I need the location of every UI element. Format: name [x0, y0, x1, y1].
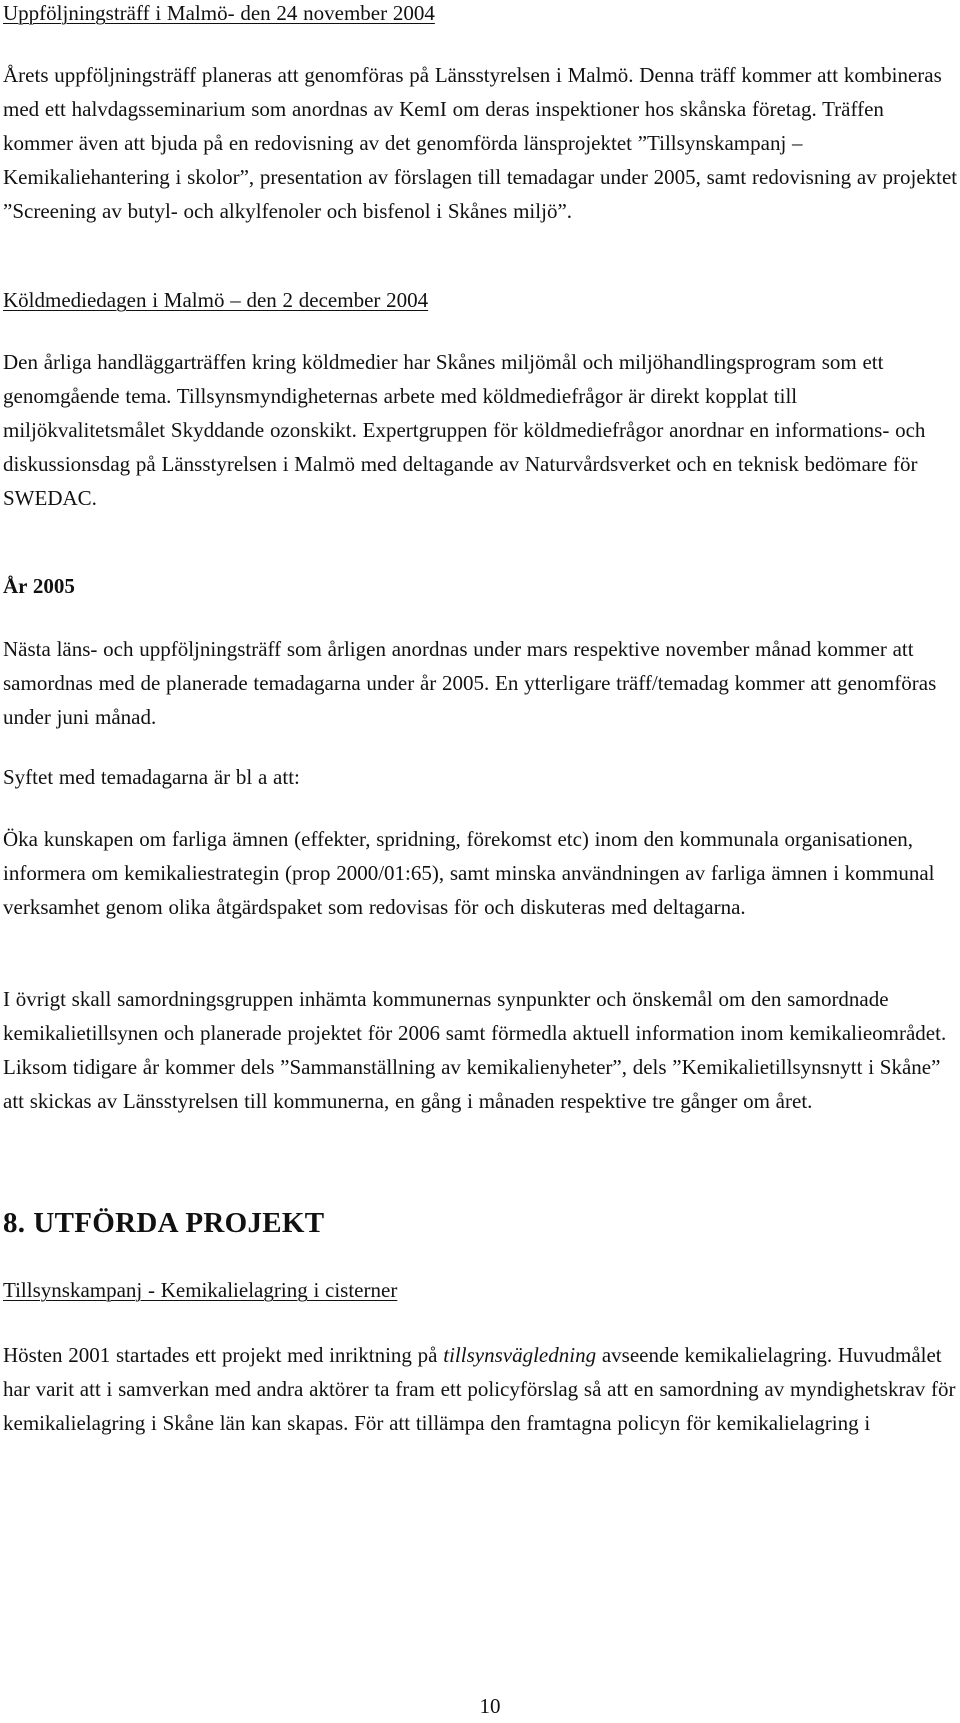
page-number: 10 [479, 1694, 501, 1718]
paragraph-syftet: Öka kunskapen om farliga ämnen (effekter, spridning, förekomst etc) inom den kommunala organisationen, informera om kemikaliestrategin (prop 2000/01:65), samt minska användningen av farliga ämnen i kommunal verksamhet genom olika åtgärdspaket som redovisas för och diskuteras med deltagarna. [3, 827, 935, 919]
emphasis-tillsynsvagledning: tillsynsvägledning [443, 1343, 597, 1367]
paragraph-tillsynskampanj-start: Hösten 2001 startades ett projekt med inriktning på [3, 1343, 444, 1367]
heading-ar-2005: År 2005 [3, 574, 75, 598]
chapter-heading: 8. UTFÖRDA PROJEKT [3, 1207, 325, 1239]
heading-syftet: Syftet med temadagarna är bl a att: [3, 765, 300, 789]
paragraph-tillsynskampanj-end: avseende kemikalielagring. Huvudmålet har varit att i samverkan med andra aktörer ta fram ett policyförslag så att en samordning av myndighetskrav för kemikalielagring i Skåne län kan skapas. För att tillämpa den framtagna policyn för kemikalielagring i [3, 1343, 956, 1435]
paragraph-uppfoljningstraff: Årets uppföljningsträff planeras att genomföras på Länsstyrelsen i Malmö. Denna träff kommer att kombineras med ett halvdagsseminarium som anordnas av KemI om deras inspektioner hos skånska företag. Träffen kommer även att bjuda på en redovisning av det genomförda länsprojektet ”Tillsynskampanj – Kemikaliehantering i skolor”, presentation av förslagen till temadagar under 2005, samt redovisning av projektet ”Screening av butyl- och alkylfenoler och bisfenol i Skånes miljö”. [3, 63, 958, 223]
paragraph-ovrigt: I övrigt skall samordningsgruppen inhämta kommunernas synpunkter och önskemål om den samordnade kemikalietillsynen och planerade projektet för 2006 samt förmedla aktuell information inom kemikalieområdet. Liksom tidigare år kommer dels ”Sammanställning av kemikalienyheter”, dels ”Kemikalietillsynsnytt i Skåne” att skickas av Länsstyrelsen till kommunerna, en gång i månaden respektive tre gånger om året. [3, 987, 947, 1113]
paragraph-ar-2005: Nästa läns- och uppföljningsträff som årligen anordnas under mars respektive november månad kommer att samordnas med de planerade temadagarna under år 2005. En ytterligare träff/temadag kommer att genomföras under juni månad. [3, 637, 937, 729]
paragraph-tillsynskampanj [3, 1338, 958, 1440]
heading-koldmediedagen: Köldmediedagen i Malmö – den 2 december 2004 [3, 288, 429, 312]
heading-tillsynskampanj: Tillsynskampanj - Kemikalielagring i cisterner [3, 1278, 398, 1302]
paragraph-koldmediedagen: Den årliga handläggarträffen kring köldmedier har Skånes miljömål och miljöhandlingsprogram som ett genomgående tema. Tillsynsmyndigheternas arbete med köldmediefrågor är direkt kopplat till miljökvalitetsmålet Skyddande ozonskikt. Expertgruppen för köldmediefrågor anordnar en informations- och diskussionsdag på Länsstyrelsen i Malmö med deltagande av Naturvårdsverket och en teknisk bedömare för SWEDAC. [3, 350, 926, 510]
heading-uppfoljningstraff: Uppföljningsträff i Malmö- den 24 november 2004 [3, 1, 435, 25]
